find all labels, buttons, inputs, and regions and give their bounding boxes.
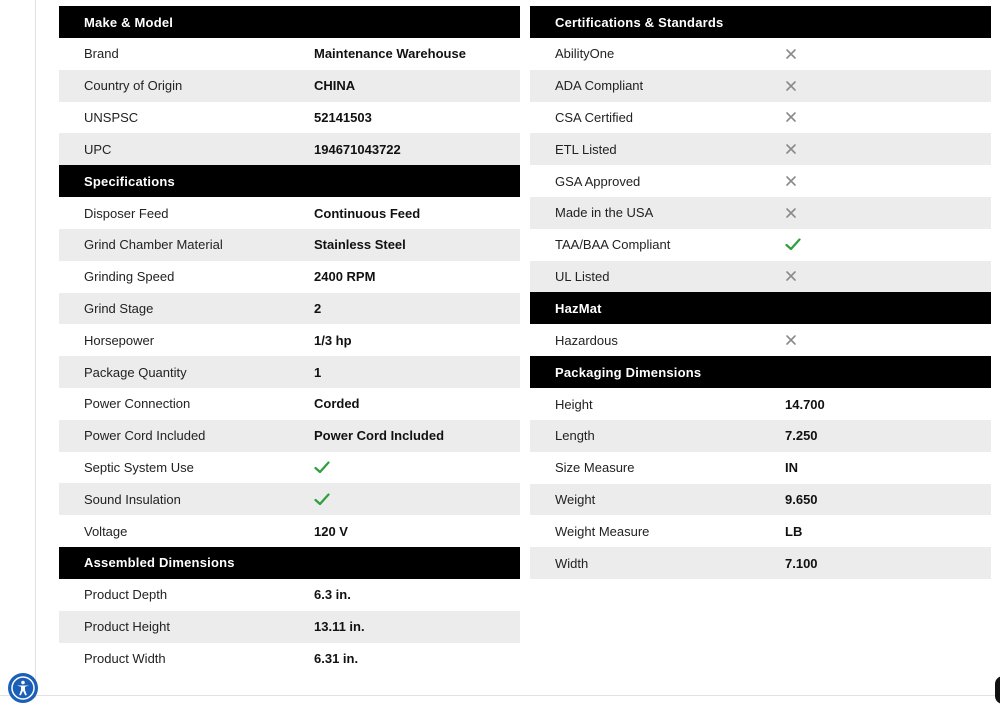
spec-row-weight (530, 484, 991, 516)
section-header-assembled-dimensions: Assembled Dimensions (59, 547, 520, 579)
spec-value: 14.700 (785, 396, 825, 412)
accessibility-figure-icon (11, 676, 35, 700)
spec-row-taa-baa-compliant (530, 229, 991, 261)
spec-row-csa-certified (530, 102, 991, 134)
spec-label: UNSPSC (84, 109, 139, 125)
x-icon (785, 80, 797, 92)
spec-label: Height (555, 396, 593, 412)
spec-label: Power Cord Included (84, 428, 206, 444)
page-bottom-divider (0, 695, 1000, 696)
check-icon (314, 493, 330, 506)
spec-row-size-measure (530, 452, 991, 484)
section-header-packaging-dimensions: Packaging Dimensions (530, 356, 991, 388)
spec-row-product-height (59, 611, 520, 643)
spec-value: 13.11 in. (314, 619, 365, 635)
spec-value: 2400 RPM (314, 269, 376, 285)
check-icon (785, 238, 801, 251)
spec-row-voltage (59, 515, 520, 547)
spec-label: Grind Stage (84, 300, 154, 316)
spec-label: Made in the USA (555, 205, 654, 221)
spec-row-power-connection (59, 388, 520, 420)
spec-label: Width (555, 555, 589, 571)
spec-row-made-in-the-usa (530, 197, 991, 229)
spec-value: 1/3 hp (314, 332, 352, 348)
x-icon (785, 111, 797, 123)
spec-label: UL Listed (555, 268, 610, 284)
spec-label: Product Depth (84, 587, 168, 603)
spec-label: Length (555, 428, 595, 444)
spec-row-package-quantity (59, 356, 520, 388)
spec-value: Power Cord Included (314, 428, 445, 444)
spec-value: 2 (314, 300, 322, 316)
spec-value: 6.31 in. (314, 650, 359, 666)
spec-row-brand (59, 38, 520, 70)
spec-label: Grind Chamber Material (84, 237, 223, 253)
spec-label: Package Quantity (84, 364, 187, 380)
x-icon (785, 143, 797, 155)
spec-table-left (59, 6, 520, 674)
spec-label: Grinding Speed (84, 269, 175, 285)
x-icon (785, 175, 797, 187)
spec-row-ul-listed (530, 261, 991, 293)
section-header-make-model: Make & Model (59, 6, 520, 38)
spec-row-horsepower (59, 324, 520, 356)
spec-row-weight-measure (530, 515, 991, 547)
spec-value: 6.3 in. (314, 587, 351, 603)
page-left-divider (35, 0, 36, 698)
spec-label: Brand (84, 46, 119, 62)
spec-label: Product Width (84, 650, 166, 666)
spec-label: Weight (555, 491, 596, 507)
spec-value: 120 V (314, 523, 348, 539)
spec-row-width (530, 547, 991, 579)
spec-value: 9.650 (785, 491, 818, 507)
spec-label: Disposer Feed (84, 205, 169, 221)
section-header-specifications: Specifications (59, 165, 520, 197)
accessibility-icon[interactable] (8, 673, 38, 703)
spec-value: LB (785, 523, 803, 539)
spec-label: Size Measure (555, 460, 635, 476)
spec-label: TAA/BAA Compliant (555, 237, 671, 253)
spec-row-gsa-approved (530, 165, 991, 197)
spec-row-power-cord-included (59, 420, 520, 452)
spec-row-unspsc (59, 102, 520, 134)
spec-row-grinding-speed (59, 261, 520, 293)
spec-value: Corded (314, 396, 360, 412)
spec-value: Continuous Feed (314, 205, 421, 221)
spec-row-disposer-feed (59, 197, 520, 229)
x-icon (785, 270, 797, 282)
spec-value: Maintenance Warehouse (314, 46, 466, 62)
spec-value: CHINA (314, 78, 356, 94)
spec-label: Power Connection (84, 396, 191, 412)
spec-row-height (530, 388, 991, 420)
spec-label: AbilityOne (555, 46, 615, 62)
spec-value: 1 (314, 364, 322, 380)
spec-label: Country of Origin (84, 78, 183, 94)
spec-label: ADA Compliant (555, 78, 644, 94)
section-header-hazmat: HazMat (530, 292, 991, 324)
spec-row-product-depth (59, 579, 520, 611)
spec-row-ada-compliant (530, 70, 991, 102)
spec-row-length (530, 420, 991, 452)
spec-label: CSA Certified (555, 109, 634, 125)
spec-label: Product Height (84, 619, 170, 635)
spec-label: UPC (84, 141, 112, 157)
x-icon (785, 334, 797, 346)
spec-label: Septic System Use (84, 459, 194, 475)
spec-row-hazardous (530, 324, 991, 356)
spec-row-etl-listed (530, 133, 991, 165)
spec-label: Weight Measure (555, 523, 650, 539)
spec-row-country-of-origin (59, 70, 520, 102)
spec-row-grind-stage (59, 293, 520, 325)
spec-value: 7.100 (785, 555, 818, 571)
spec-row-sound-insulation (59, 483, 520, 515)
spec-label: ETL Listed (555, 141, 617, 157)
spec-value: IN (785, 460, 798, 476)
spec-value: Stainless Steel (314, 237, 406, 253)
spec-row-upc (59, 133, 520, 165)
spec-row-septic-system-use (59, 452, 520, 484)
spec-table-right (530, 6, 991, 579)
x-icon (785, 207, 797, 219)
x-icon (785, 48, 797, 60)
section-header-certifications-standards: Certifications & Standards (530, 6, 991, 38)
spec-label: Voltage (84, 523, 128, 539)
check-icon (314, 461, 330, 474)
spec-label: Horsepower (84, 332, 155, 348)
spec-label: Hazardous (555, 332, 618, 348)
spec-value: 194671043722 (314, 141, 401, 157)
spec-value: 52141503 (314, 109, 372, 125)
spec-label: Sound Insulation (84, 491, 181, 507)
spec-row-grind-chamber-material (59, 229, 520, 261)
spec-label: GSA Approved (555, 173, 641, 189)
spec-row-abilityone (530, 38, 991, 70)
chat-widget-edge[interactable] (995, 676, 1000, 704)
spec-row-product-width (59, 643, 520, 675)
spec-value: 7.250 (785, 428, 818, 444)
